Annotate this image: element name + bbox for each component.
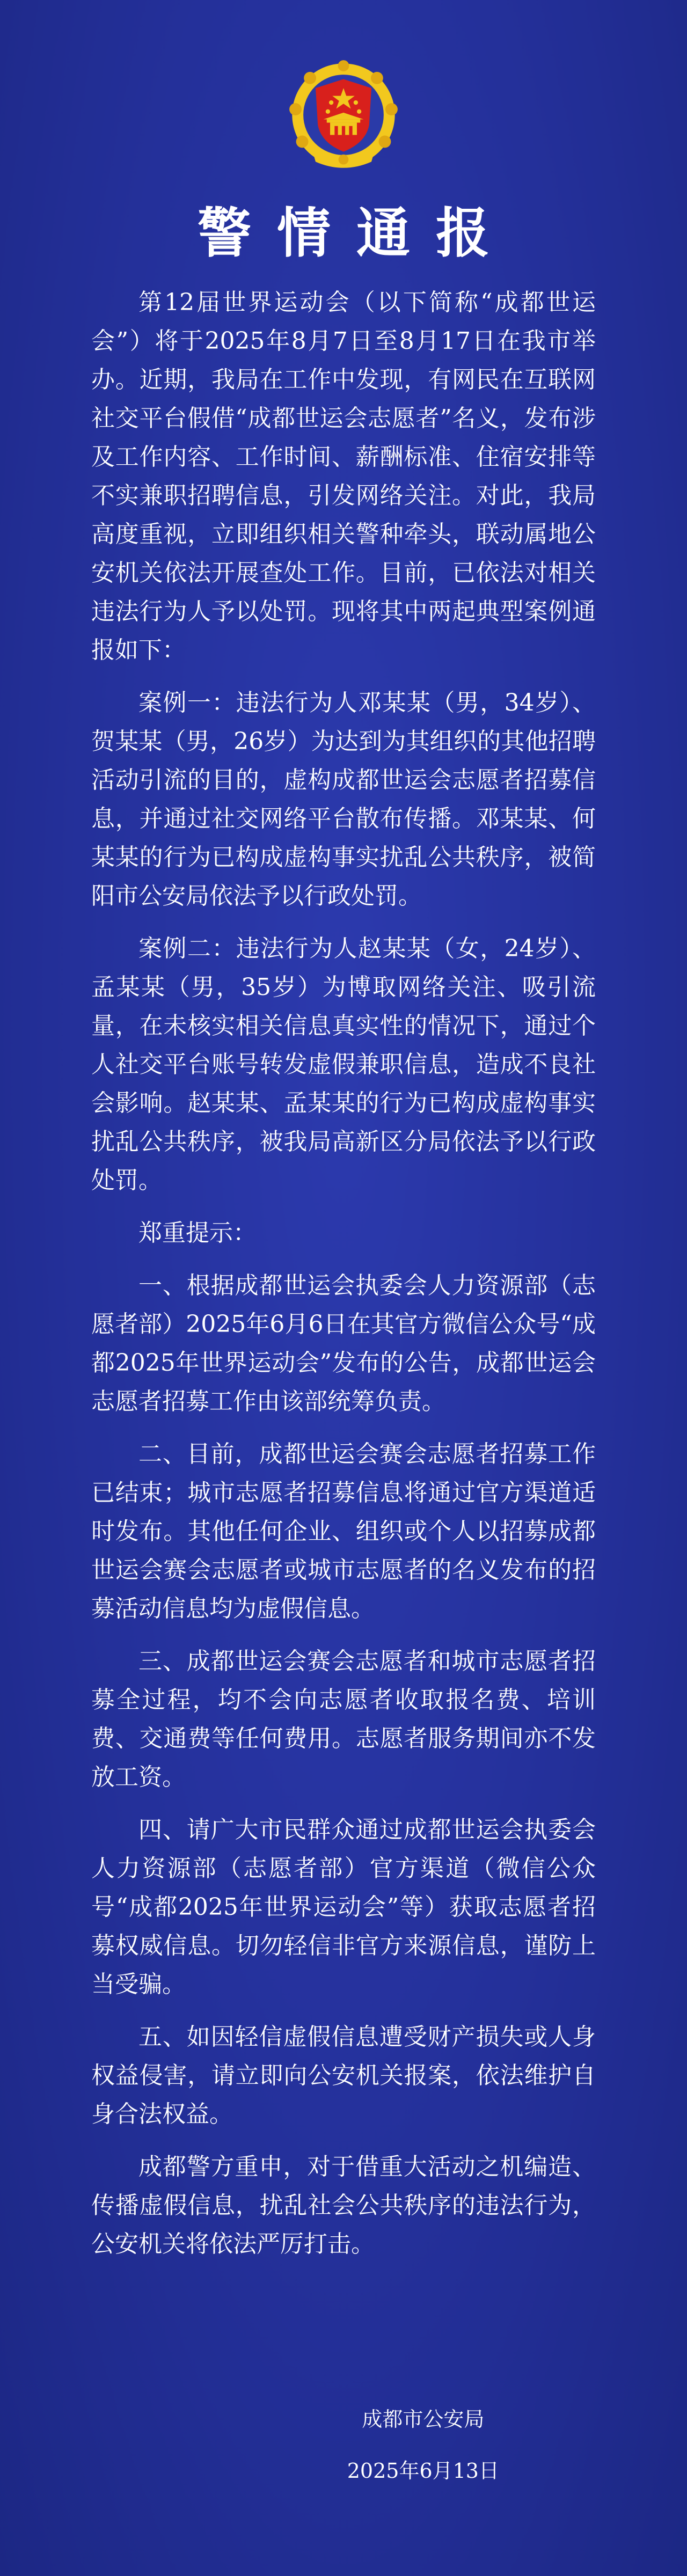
- issue-date: 2025年6月13日: [347, 2459, 499, 2483]
- reminder-item-3: 三、成都世运会赛会志愿者和城市志愿者招募全过程，均不会向志愿者收取报名费、培训费、交通费等任何费用。志愿者服务期间亦不发放工资。: [91, 1648, 596, 1791]
- intro-paragraph: 第12届世界运动会（以下简称“成都世运会”）将于2025年8月7日至8月17日在我市举办。近期，我局在工作中发现，有网民在互联网社交平台假借“成都世运会志愿者”名义，发布涉及工作内容、工作时间、薪酬标准、住宿安排等不实兼职招聘信息，引发网络关注。对此，我局高度重视，立即组织相关警种牵头，联动属地公安机关依法开展查处工作。目前，已依法对相关违法行为人予以处罚。现将其中两起典型案例通报如下：: [91, 289, 596, 664]
- issuer-name: 成都市公安局: [362, 2407, 485, 2431]
- case-two-paragraph: 案例二：违法行为人赵某某（女，24岁）、孟某某（男，35岁）为博取网络关注、吸引流量，在未核实相关信息真实性的情况下，通过个人社交平台账号转发虚假兼职信息，造成不良社会影响。赵某某、孟某某的行为已构成虚构事实扰乱公共秩序，被我局高新区分局依法予以行政处罚。: [91, 935, 596, 1194]
- reminder-heading: 郑重提示：: [138, 1219, 257, 1247]
- police-emblem-icon: [288, 59, 399, 171]
- closing-paragraph: 成都警方重申，对于借重大活动之机编造、传播虚假信息，扰乱社会公共秩序的违法行为，公安机关将依法严厉打击。: [91, 2153, 596, 2258]
- case-one-paragraph: 案例一：违法行为人邓某某（男，34岁）、贺某某（男，26岁）为达到为其组织的其他招聘活动引流的目的，虚构成都世运会志愿者招募信息，并通过社交网络平台散布传播。邓某某、何某某的行为已构成虚构事实扰乱公共秩序，被简阳市公安局依法予以行政处罚。: [91, 689, 596, 910]
- reminder-item-1: 一、根据成都世运会执委会人力资源部（志愿者部）2025年6月6日在其官方微信公众号“成都2025年世界运动会”发布的公告，成都世运会志愿者招募工作由该部统筹负责。: [91, 1272, 596, 1415]
- notice-body: [91, 283, 596, 2278]
- page-title: 警情通报: [198, 202, 515, 265]
- reminder-item-4: 四、请广大市民群众通过成都世运会执委会人力资源部（志愿者部）官方渠道（微信公众号“成都2025年世界运动会”等）获取志愿者招募权威信息。切勿轻信非官方来源信息，谨防上当受骗。: [91, 1816, 596, 1998]
- reminder-item-5: 五、如因轻信虚假信息遭受财产损失或人身权益侵害，请立即向公安机关报案，依法维护自身合法权益。: [91, 2023, 596, 2128]
- signature-block: [347, 2394, 499, 2497]
- reminder-item-2: 二、目前，成都世运会赛会志愿者招募工作已结束；城市志愿者招募信息将通过官方渠道适时发布。其他任何企业、组织或个人以招募成都世运会赛会志愿者或城市志愿者的名义发布的招募活动信息均为虚假信息。: [91, 1440, 596, 1622]
